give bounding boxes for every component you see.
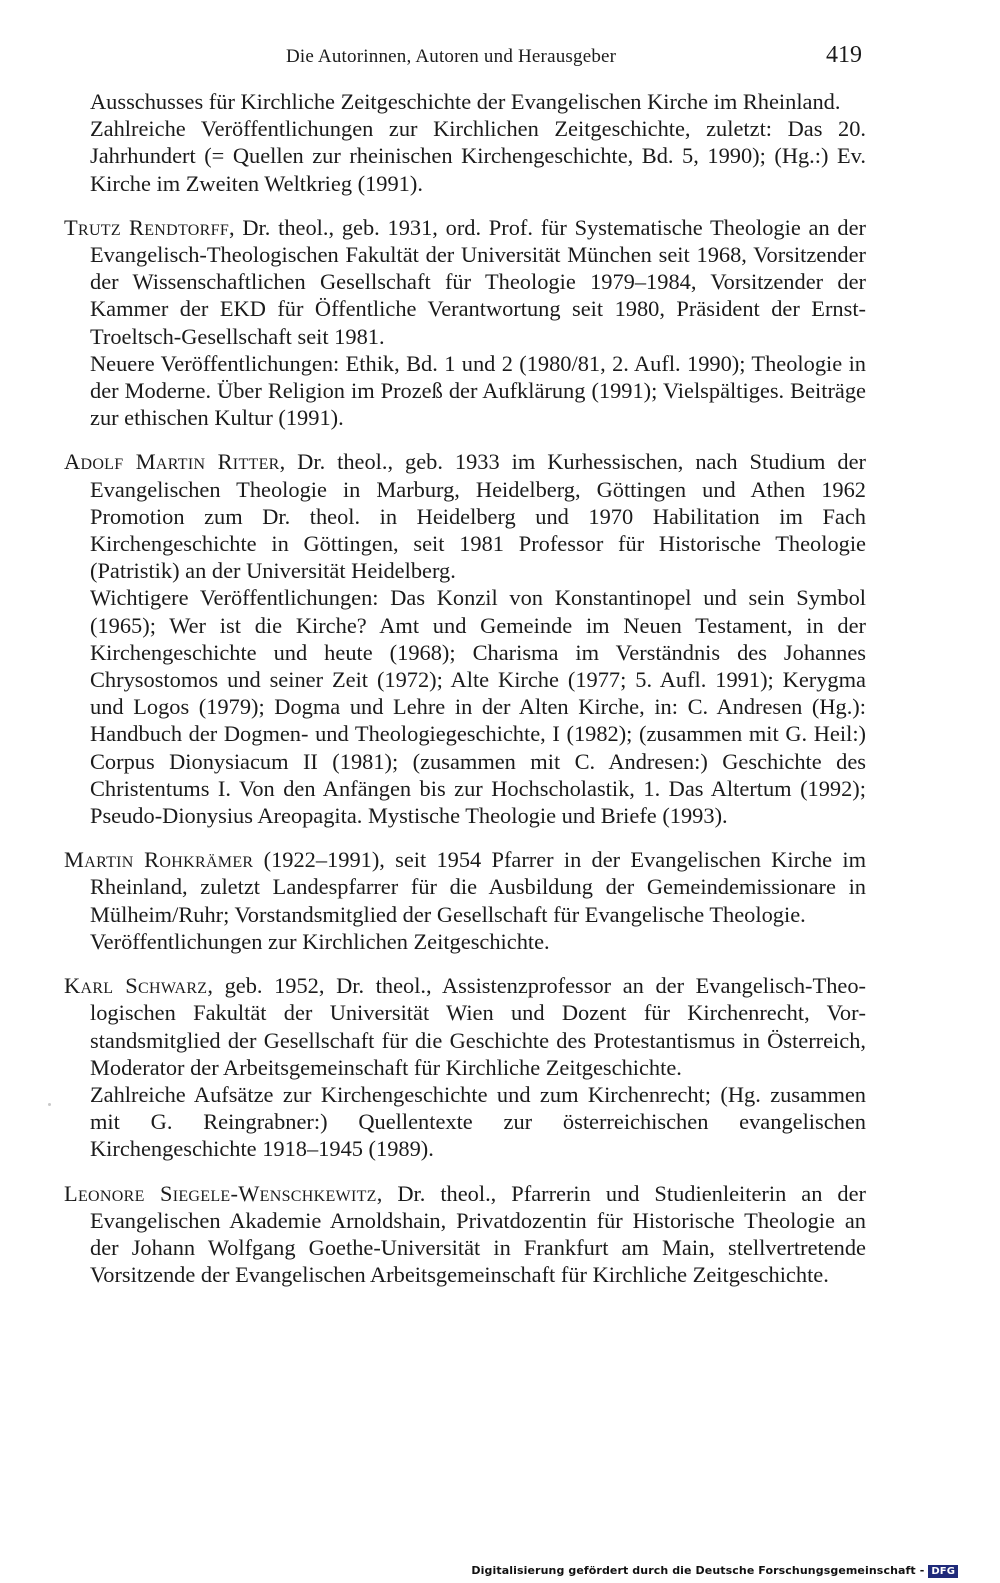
author-name: Karl Schwarz [64, 973, 208, 999]
entry-continuation-text: Ausschusses für Kirchliche Zeitgeschichte der Evangelischen Kirche im Rheinland. [90, 89, 841, 114]
author-name: Leonore Siegele-Wenschkewitz [64, 1180, 377, 1206]
entry-schwarz [64, 972, 866, 1162]
bio-text: , geb. 1952, Dr. theol., Assistenzprofessor an der Evangelisch-Theologischen Fakultät der Universität Wien und Dozent für Kirchenrecht, Vorstandsmitglied der Gesellschaft für die Geschichte des Protestantismus in Österreich, Moderator der Arbeitsgemeinschaft für Kirchliche Zeitgeschichte. [90, 973, 866, 1080]
credit-text: Digitalisierung gefördert durch die Deutsche Forschungsgemeinschaft - [471, 1564, 925, 1577]
dfg-logo-icon: DFG [928, 1565, 958, 1578]
page-content [64, 88, 866, 1305]
entry-bio [64, 448, 866, 584]
scan-speck [48, 1103, 51, 1106]
entry-rohkraemer [64, 846, 866, 955]
author-name: Martin Rohkrämer [64, 847, 254, 873]
entry-publications: Neuere Veröffentlichungen: Ethik, Bd. 1 und 2 (1980/81, 2. Aufl. 1990); Theologie in der Moderne. Über Religion im Prozeß der Aufklärung (1991); Vielspältiges. Beiträge zur ethischen Kultur (1991). [90, 350, 866, 431]
bio-text: , Dr. theol., geb. 1933 im Kurhessischen, nach Studium der Evangelischen Theologie in Marburg, Heidelberg, Göttingen und Athen 1962 Promotion zum Dr. theol. in Heidelberg und 1970 Habilitation im Fach Kirchengeschichte in Göttingen, seit 1981 Professor für Historische Theologie (Patristik) an der Universität Heidelberg. [90, 449, 866, 584]
digitization-credit [471, 1564, 958, 1578]
entry-siegele-wenschkewitz [64, 1180, 866, 1289]
entry-bio [64, 214, 867, 350]
entry-rendtorff [64, 214, 866, 432]
entry-bio [64, 846, 866, 928]
entry-publications: Zahlreiche Veröffentlichungen zur Kirchlichen Zeitgeschichte, zuletzt: Das 20. Jahrhundert (= Quellen zur rheinischen Kirchengeschichte, Bd. 5, 1990); (Hg.:) Ev. Kirche im Zweiten Weltkrieg (1991). [90, 116, 866, 196]
entry-publications: Wichtigere Veröffentlichungen: Das Konzil von Konstantinopel und sein Symbol (1965); Wer ist die Kirche? Amt und Gemeinde im Neuen Testament, in der Kirchengeschichte und heute (1968); Charisma im Verständnis des Johannes Chrysostomos und seiner Zeit (1972); Alte Kirche (1977; 5. Aufl. 1991); Kerygma und Logos (1979); Dogma und Lehre in der Alten Kirche, in: C. Andresen (Hg.): Handbuch der Dogmen- und Theologiegeschichte, I (1982); (zusammen mit G. Heil:) Corpus Dionysiacum II (1981); (zusammen mit C. Andresen:) Geschichte des Christentums I. Von den Anfängen bis zur Hochscholastik, 1. Das Altertum (1992); Pseudo-Dionysius Areopagita. Mystische Theologie und Briefe (1993). [90, 585, 866, 829]
author-name: Trutz Rendtorff [64, 214, 230, 240]
entry-publications: Veröffentlichungen zur Kirchlichen Zeitgeschichte. [90, 928, 550, 954]
entry-bio [64, 972, 866, 1081]
entry-bio [64, 1180, 866, 1289]
bio-text: , Dr. theol., Pfarrerin und Studienleiterin an der Evangelischen Akademie Arnoldshain, Privatdozentin für Historische Theologie an der Johann Wolfgang Goethe-Universität in Frankfurt am Main, stellvertretende Vorsitzende der Evangelischen Arbeitsgemeinschaft für Kirchliche Zeitgeschichte. [90, 1180, 866, 1288]
page-number: 419 [826, 42, 862, 68]
entry-publications: Zahlreiche Aufsätze zur Kirchengeschichte und zum Kirchenrecht; (Hg. zusammen mit G. Reingrabner:) Quellentexte zur österreichischen evangelischen Kirchengeschichte 1918–1945 (1989). [90, 1081, 866, 1162]
bio-text: , Dr. theol., geb. 1931, ord. Prof. für Systematische Theologie an der Evangelisch-Theologischen Fakultät der Universität München seit 1968, Vorsitzender der Wissenschaftlichen Gesellschaft für Theologie 1979–1984, Vorsitzender der Kammer der EKD für Öffentliche Verantwortung seit 1980, Präsident der Ernst-Troeltsch-Gesellschaft seit 1981. [90, 214, 867, 349]
bio-text: (1922–1991), seit 1954 Pfarrer in der Evangelischen Kirche im Rheinland, zuletzt Landespfarrer für die Ausbildung der Gemeindemissionare in Mülheim/Ruhr; Vorstandsmitglied der Gesellschaft für Evangelische Theologie. [90, 847, 866, 927]
running-title: Die Autorinnen, Autoren und Herausgeber [286, 46, 617, 67]
entry-continuation [64, 88, 866, 197]
author-name: Adolf Martin Ritter [64, 449, 280, 475]
entry-ritter [64, 448, 866, 829]
page-header [90, 40, 870, 74]
